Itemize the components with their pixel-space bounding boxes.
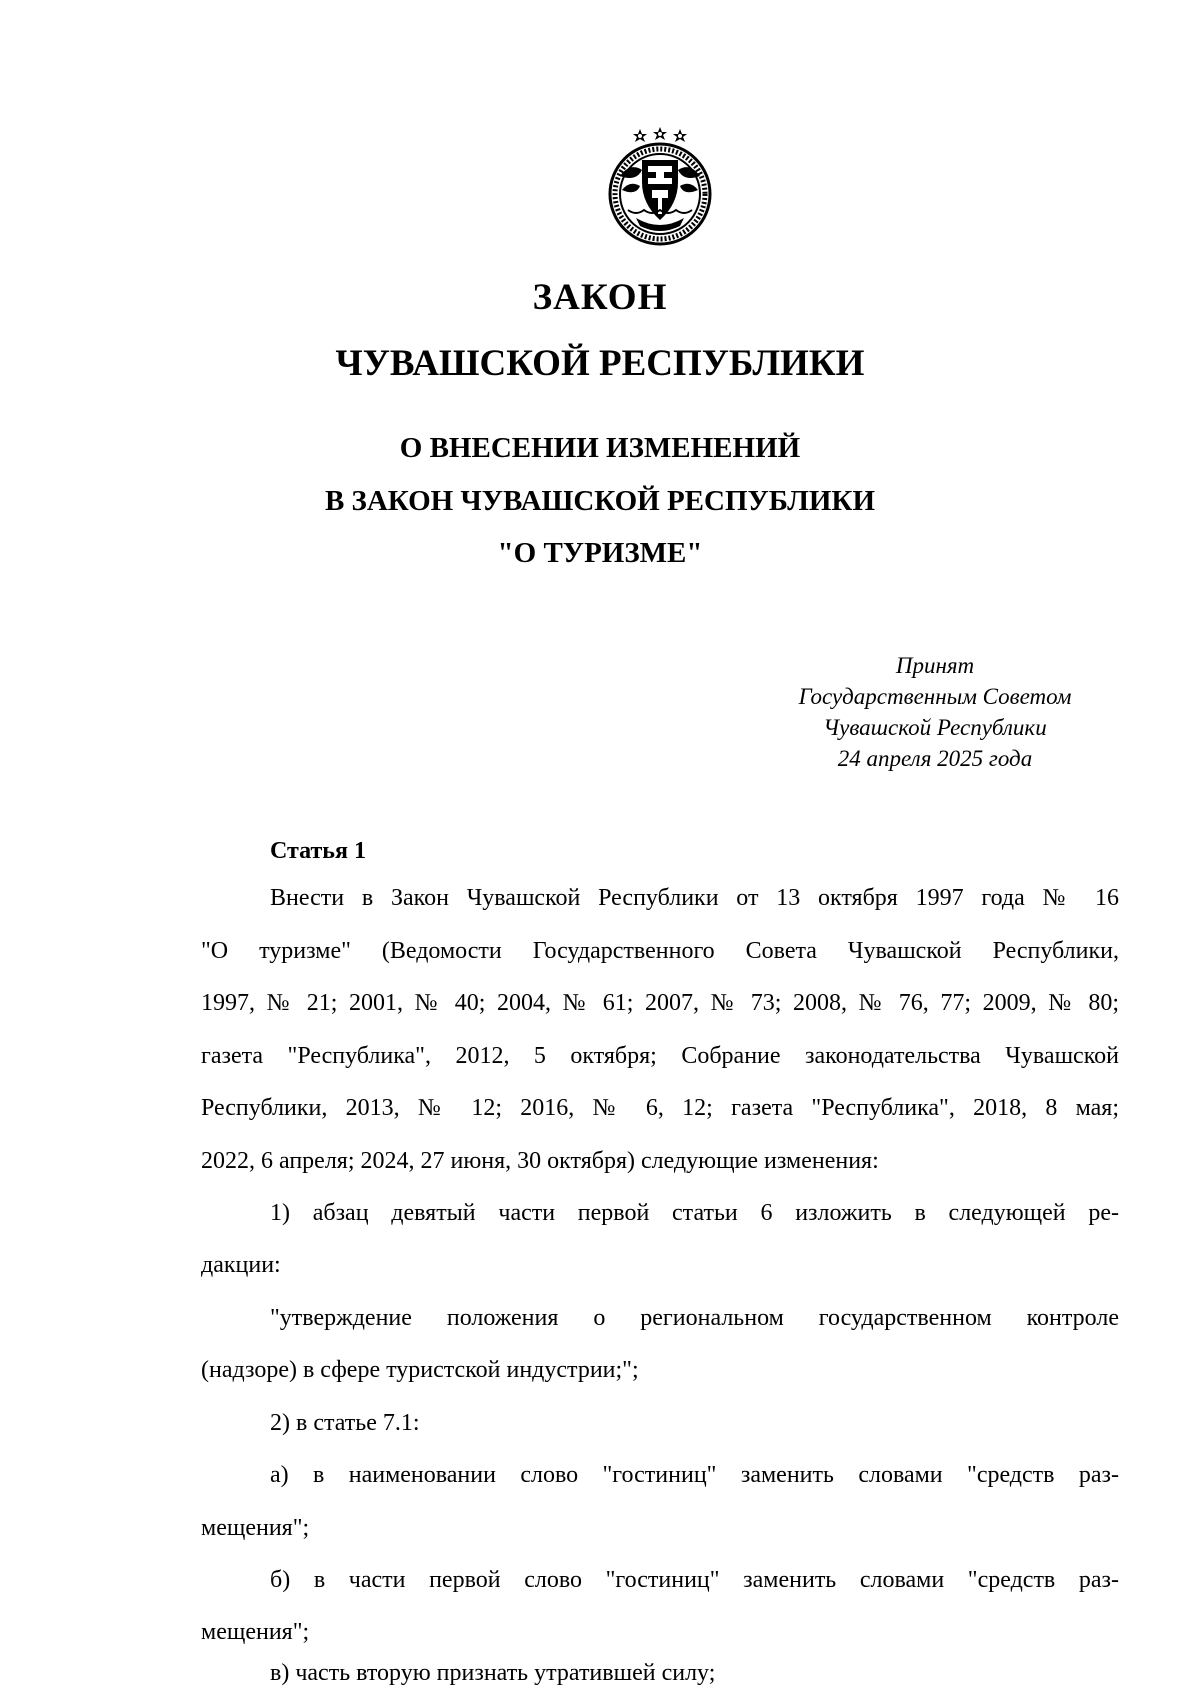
article-text-line: дакции: (201, 1252, 281, 1278)
article-text-line: (надзоре) в сфере туристской индустрии;"; (201, 1357, 639, 1383)
adopted-line-1: Принят (895, 653, 975, 678)
article-text-line: 2022, 6 апреля; 2024, 27 июня, 30 октября) следующие изменения: (201, 1148, 879, 1174)
article-text-line: 2) в статье 7.1: (270, 1410, 420, 1436)
article-text-line: Внести в Закон Чувашской Республики от 13 октября 1997 года № 16 (270, 885, 1119, 911)
law-subtitle-line-3: "О ТУРИЗМЕ" (497, 537, 703, 569)
law-title: ЗАКОН (532, 277, 668, 318)
article-text-line: мещения"; (201, 1515, 310, 1541)
article-text-line: "утверждение положения о региональном государственном контроле (270, 1305, 1119, 1331)
adopted-line-3: Чувашской Республики (823, 715, 1047, 740)
adopted-line-2: Государственным Советом (798, 684, 1072, 709)
coat-of-arms-icon (598, 124, 722, 250)
article-text-line: газета "Республика", 2012, 5 октября; Собрание законодательства Чувашской (201, 1043, 1119, 1069)
article-text-line: в) часть вторую признать утратившей силу; (270, 1660, 716, 1686)
article-text-line: 1997, № 21; 2001, № 40; 2004, № 61; 2007, № 73; 2008, № 76, 77; 2009, № 80; (201, 990, 1119, 1016)
law-subtitle-line-1: О ВНЕСЕНИИ ИЗМЕНЕНИЙ (399, 432, 801, 464)
law-subtitle-line-2: В ЗАКОН ЧУВАШСКОЙ РЕСПУБЛИКИ (324, 485, 876, 517)
article-text-line: "О туризме" (Ведомости Государственного Совета Чувашской Республики, (201, 938, 1119, 964)
article-text-line: а) в наименовании слово "гостиниц" заменить словами "средств раз- (270, 1462, 1119, 1488)
article-text-line: 1) абзац девятый части первой статьи 6 изложить в следующей ре- (270, 1200, 1119, 1226)
adopted-date: 24 апреля 2025 года (837, 746, 1033, 771)
article-text-line: мещения"; (201, 1619, 310, 1645)
article-text-line: б) в части первой слово "гостиниц" заменить словами "средств раз- (270, 1567, 1119, 1593)
law-title-republic: ЧУВАШСКОЙ РЕСПУБЛИКИ (335, 343, 865, 384)
article-heading: Статья 1 (270, 838, 366, 864)
article-text-line: Республики, 2013, № 12; 2016, № 6, 12; газета "Республика", 2018, 8 мая; (201, 1095, 1119, 1121)
